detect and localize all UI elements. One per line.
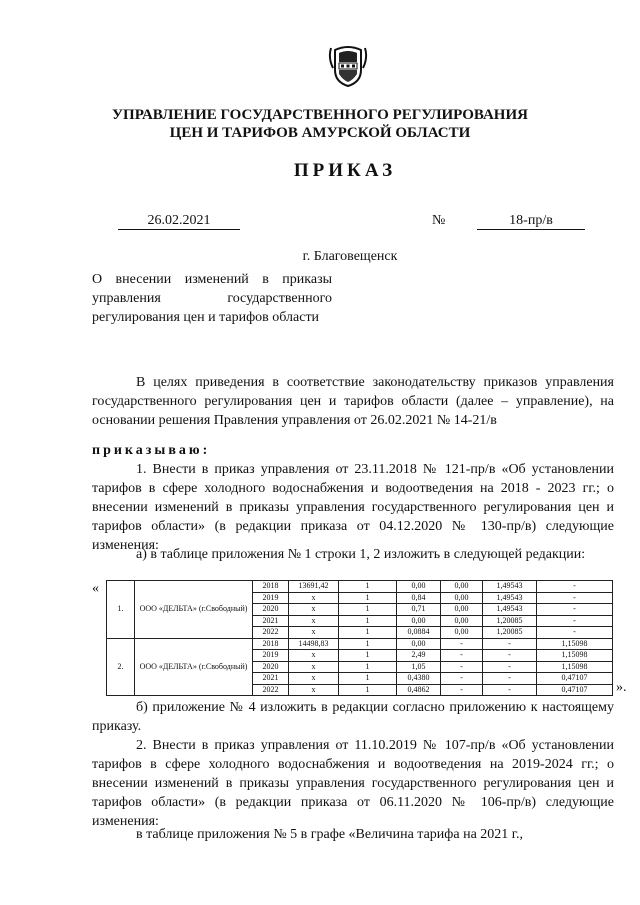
item-2-paragraph: 2. Внести в приказ управления от 11.10.2019 № 107-пр/в «Об установлении тарифов в сфере холодного водоснабжения и водоотведения на 2019-2024 гг.; о внесении изменений в приказы управления государственного регулирования цен и тарифов области» (в редакции приказа от 06.11.2020 № 106-пр/в) следующие изменения:	[92, 738, 614, 829]
table-cell: 1	[339, 661, 397, 673]
table-cell: 1	[339, 684, 397, 696]
table-cell: 1	[339, 638, 397, 650]
table-cell: 0,00	[441, 604, 483, 616]
item-2a-paragraph: в таблице приложения № 5 в графе «Величина тарифа на 2021 г.,	[136, 827, 523, 842]
table-cell: 1,15098	[537, 650, 613, 662]
table-cell: 0,00	[397, 615, 441, 627]
table-cell: -	[441, 638, 483, 650]
row-number-cell: 2.	[107, 638, 135, 696]
table-cell: -	[537, 604, 613, 616]
table-cell: 2022	[253, 627, 289, 639]
table-cell: -	[483, 673, 537, 685]
table-cell: 14498,83	[289, 638, 339, 650]
order-word: приказываю:	[92, 443, 211, 458]
table-cell: х	[289, 650, 339, 662]
table-cell: х	[289, 592, 339, 604]
table-cell: -	[441, 661, 483, 673]
table-cell: -	[483, 638, 537, 650]
table-cell: 1	[339, 627, 397, 639]
table-cell: 1	[339, 615, 397, 627]
table-cell: 0,00	[441, 592, 483, 604]
order-number-label: №	[432, 213, 446, 228]
table-cell: 0,71	[397, 604, 441, 616]
item-1-paragraph: 1. Внести в приказ управления от 23.11.2018 № 121-пр/в «Об установлении тарифов в сфере холодного водоснабжения и водоотведения на 2018 - 2023 гг.; о внесении изменений в приказы управления государственного регулирования цен и тарифов области» (в редакции приказа от 04.12.2020 № 130-пр/в) следующие изменения:	[92, 462, 614, 553]
table-cell: 0,0884	[397, 627, 441, 639]
table-cell: 2019	[253, 650, 289, 662]
row-number-cell: 1.	[107, 581, 135, 639]
table-cell: -	[537, 592, 613, 604]
table-cell: -	[537, 615, 613, 627]
item-1a-paragraph: а) в таблице приложения № 1 строки 1, 2 изложить в следующей редакции:	[136, 547, 586, 562]
table-cell: 2021	[253, 673, 289, 685]
table-cell: 1,20085	[483, 627, 537, 639]
table-cell: 1,49543	[483, 592, 537, 604]
table-cell: х	[289, 661, 339, 673]
table-open-quote: «	[92, 581, 99, 596]
table-cell: 0,00	[441, 581, 483, 593]
table-cell: 2021	[253, 615, 289, 627]
table-cell: -	[537, 627, 613, 639]
table-cell: х	[289, 684, 339, 696]
table-cell: 0,47107	[537, 684, 613, 696]
table-cell: 1	[339, 650, 397, 662]
table-cell: 2022	[253, 684, 289, 696]
table-cell: 0,4380	[397, 673, 441, 685]
table-cell: 1,20085	[483, 615, 537, 627]
table-row	[107, 638, 613, 650]
table-close-quote: ».	[616, 680, 627, 695]
table-cell: 1,05	[397, 661, 441, 673]
table-cell: 0,4862	[397, 684, 441, 696]
table-cell: 0,00	[441, 615, 483, 627]
table-cell: 2018	[253, 638, 289, 650]
table-cell: 1,49543	[483, 581, 537, 593]
table-cell: -	[483, 661, 537, 673]
table-cell: 2018	[253, 581, 289, 593]
table-cell: 0,00	[441, 627, 483, 639]
table-cell: 0,47107	[537, 673, 613, 685]
tariff-table	[106, 580, 613, 696]
table-cell: -	[483, 650, 537, 662]
organization-name-line2: ЦЕН И ТАРИФОВ АМУРСКОЙ ОБЛАСТИ	[169, 125, 471, 141]
organization-cell: ООО «ДЕЛЬТА» (г.Свободный)	[135, 581, 253, 639]
city-name: г. Благовещенск	[302, 249, 398, 264]
table-cell: 2020	[253, 661, 289, 673]
table-cell: 0,84	[397, 592, 441, 604]
table-cell: х	[289, 673, 339, 685]
table-cell: 1,49543	[483, 604, 537, 616]
organization-cell: ООО «ДЕЛЬТА» (г.Свободный)	[135, 638, 253, 696]
table-cell: -	[441, 673, 483, 685]
table-cell: 1	[339, 673, 397, 685]
table-cell: 13691,42	[289, 581, 339, 593]
table-cell: х	[289, 604, 339, 616]
item-1b-paragraph: б) приложение № 4 изложить в редакции согласно приложению к настоящему приказу.	[92, 700, 614, 734]
table-cell: 2,49	[397, 650, 441, 662]
table-cell: х	[289, 615, 339, 627]
coat-of-arms-emblem	[327, 44, 369, 88]
table-cell: 0,00	[397, 638, 441, 650]
table-cell: -	[441, 650, 483, 662]
order-subject: О внесении изменений в приказы управления государственного регулирования цен и тарифов области	[92, 272, 332, 325]
document-type-title: ПРИКАЗ	[293, 160, 397, 181]
table-cell: 1,15098	[537, 638, 613, 650]
order-number: 18-пр/в	[477, 213, 585, 230]
table-row	[107, 581, 613, 593]
table-cell: 0,00	[397, 581, 441, 593]
preamble-paragraph: В целях приведения в соответствие законодательству приказов управления государственного регулирования цен и тарифов области (далее – управление), на основании решения Правления управления от 26.02.2021 № 14-21/в	[92, 375, 614, 428]
table-cell: -	[483, 684, 537, 696]
table-cell: 2019	[253, 592, 289, 604]
table-cell: 1	[339, 592, 397, 604]
table-cell: 1	[339, 581, 397, 593]
table-cell: 1	[339, 604, 397, 616]
table-cell: 1,15098	[537, 661, 613, 673]
table-cell: -	[441, 684, 483, 696]
table-cell: х	[289, 627, 339, 639]
table-cell: 2020	[253, 604, 289, 616]
table-cell: -	[537, 581, 613, 593]
order-date: 26.02.2021	[118, 213, 240, 230]
organization-name-line1: УПРАВЛЕНИЕ ГОСУДАРСТВЕННОГО РЕГУЛИРОВАНИЯ	[112, 107, 528, 123]
